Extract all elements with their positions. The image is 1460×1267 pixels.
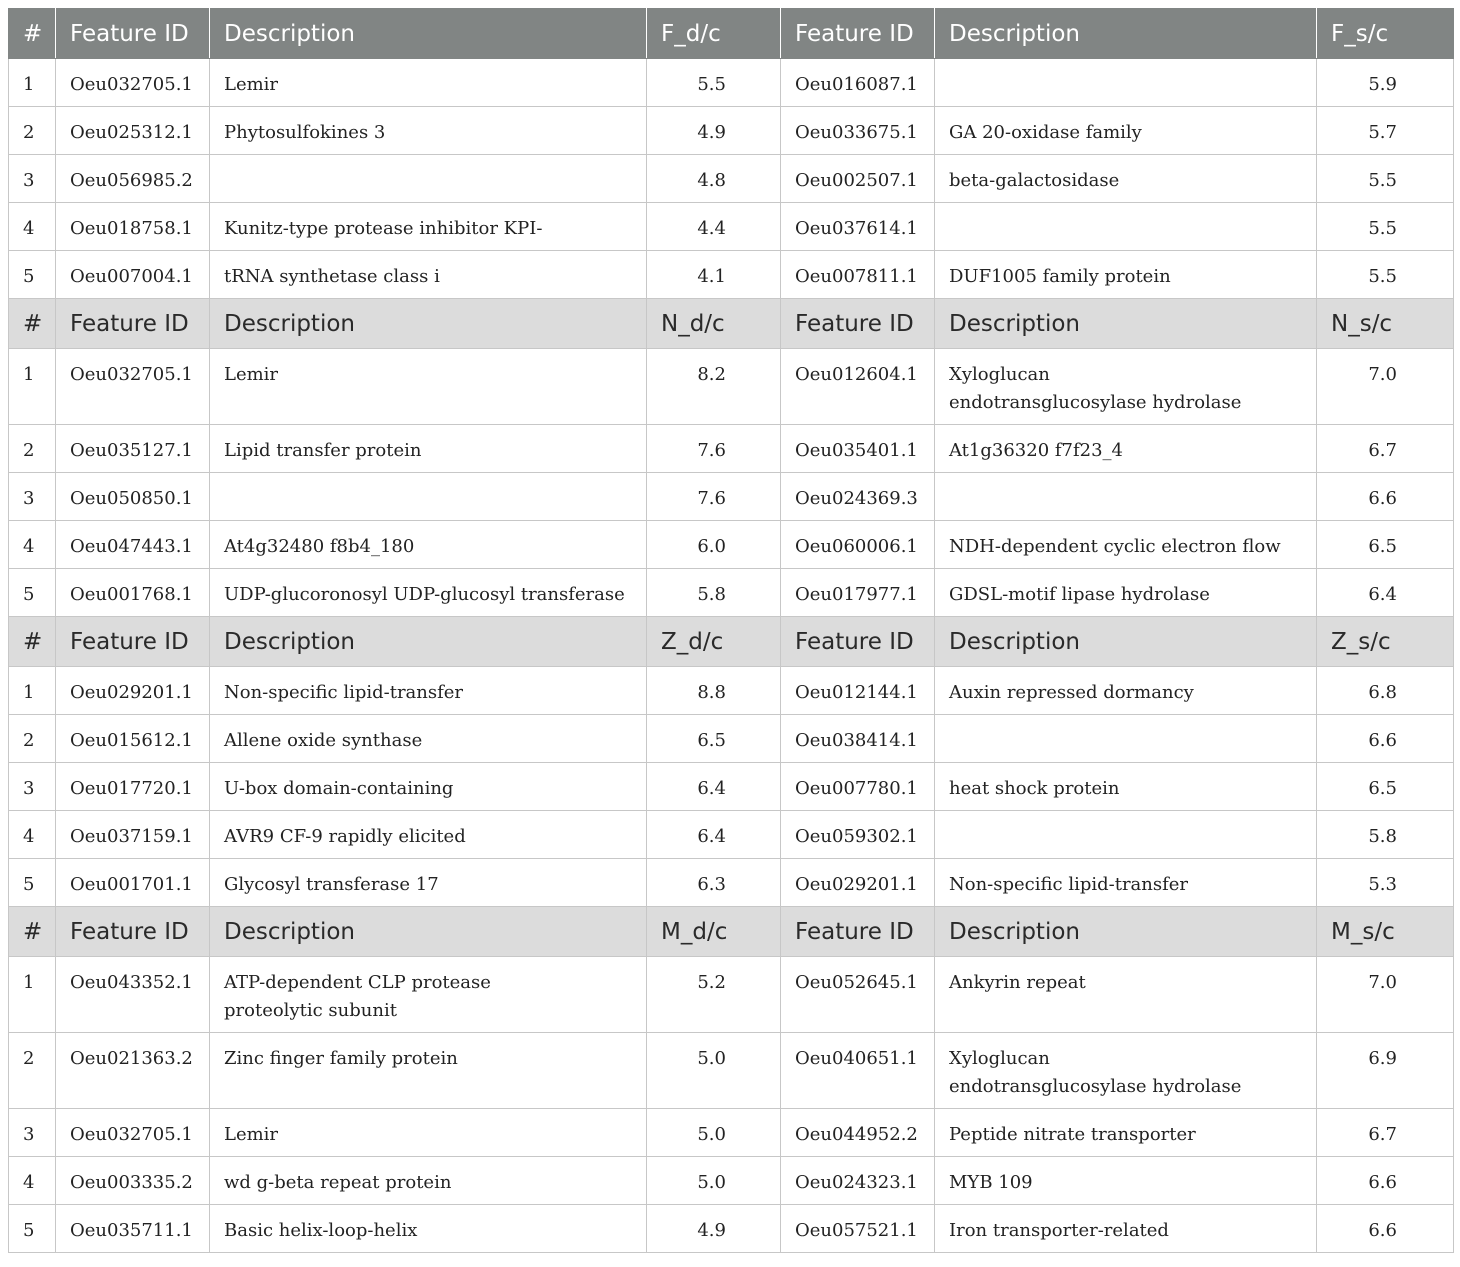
- description: Peptide nitrate transporter: [935, 1109, 1317, 1157]
- value: 5.2: [647, 957, 781, 1033]
- table-row: [9, 425, 1454, 473]
- rank: 2: [9, 715, 56, 763]
- table-row: [9, 715, 1454, 763]
- col-header-feature-id: Feature ID: [56, 299, 210, 349]
- description-line: ATP-dependent CLP protease: [224, 972, 491, 993]
- description: [935, 59, 1317, 107]
- description: MYB 109: [935, 1157, 1317, 1205]
- feature-id: Oeu037614.1: [781, 203, 935, 251]
- description: Iron transporter-related: [935, 1205, 1317, 1253]
- feature-id: Oeu047443.1: [56, 521, 210, 569]
- value: 7.0: [1317, 349, 1454, 425]
- feature-id: Oeu037159.1: [56, 811, 210, 859]
- feature-id: Oeu021363.2: [56, 1033, 210, 1109]
- value: 4.9: [647, 107, 781, 155]
- description: [935, 473, 1317, 521]
- description: [935, 1033, 1317, 1109]
- value: 7.6: [647, 473, 781, 521]
- value: 5.7: [1317, 107, 1454, 155]
- value: 6.7: [1317, 1109, 1454, 1157]
- table-row: [9, 1033, 1454, 1109]
- rank: 3: [9, 763, 56, 811]
- table-row: [9, 107, 1454, 155]
- description-line: Xyloglucan: [949, 1048, 1050, 1069]
- description: Phytosulfokines 3: [210, 107, 647, 155]
- feature-id: Oeu035401.1: [781, 425, 935, 473]
- table-row: [9, 957, 1454, 1033]
- header-row-z: [9, 617, 1454, 667]
- rank: 4: [9, 203, 56, 251]
- col-header-description: Description: [935, 907, 1317, 957]
- value: 5.3: [1317, 859, 1454, 907]
- feature-id: Oeu003335.2: [56, 1157, 210, 1205]
- value: 6.5: [1317, 521, 1454, 569]
- value: 6.3: [647, 859, 781, 907]
- value: 6.6: [1317, 1157, 1454, 1205]
- col-header-feature-id: Feature ID: [56, 9, 210, 59]
- feature-id: Oeu007811.1: [781, 251, 935, 299]
- value: 6.4: [1317, 569, 1454, 617]
- description: [935, 203, 1317, 251]
- table-row: [9, 667, 1454, 715]
- description: Non-specific lipid-transfer: [210, 667, 647, 715]
- value: 5.8: [647, 569, 781, 617]
- description: [210, 473, 647, 521]
- value: 7.0: [1317, 957, 1454, 1033]
- col-header-value: N_s/c: [1317, 299, 1454, 349]
- feature-id: Oeu029201.1: [781, 859, 935, 907]
- description: wd g-beta repeat protein: [210, 1157, 647, 1205]
- feature-id: Oeu052645.1: [781, 957, 935, 1033]
- rank: 5: [9, 1205, 56, 1253]
- value: 4.1: [647, 251, 781, 299]
- rank: 1: [9, 59, 56, 107]
- feature-id: Oeu038414.1: [781, 715, 935, 763]
- value: 8.2: [647, 349, 781, 425]
- rank: 3: [9, 473, 56, 521]
- feature-id: Oeu057521.1: [781, 1205, 935, 1253]
- rank: 1: [9, 667, 56, 715]
- rank: 1: [9, 349, 56, 425]
- feature-id: Oeu012144.1: [781, 667, 935, 715]
- col-header-description: Description: [935, 9, 1317, 59]
- col-header-value: M_s/c: [1317, 907, 1454, 957]
- description: beta-galactosidase: [935, 155, 1317, 203]
- description: tRNA synthetase class i: [210, 251, 647, 299]
- description: U-box domain-containing: [210, 763, 647, 811]
- feature-id: Oeu050850.1: [56, 473, 210, 521]
- feature-id: Oeu056985.2: [56, 155, 210, 203]
- description: [210, 155, 647, 203]
- rank: 3: [9, 155, 56, 203]
- col-header-value: F_d/c: [647, 9, 781, 59]
- value: 5.0: [647, 1157, 781, 1205]
- value: 6.0: [647, 521, 781, 569]
- feature-id: Oeu001768.1: [56, 569, 210, 617]
- feature-id: Oeu001701.1: [56, 859, 210, 907]
- feature-id: Oeu017720.1: [56, 763, 210, 811]
- rank: 2: [9, 425, 56, 473]
- rank: 4: [9, 1157, 56, 1205]
- description-line: endotransglucosylase hydrolase: [949, 1076, 1242, 1097]
- col-header-description: Description: [210, 907, 647, 957]
- value: 6.6: [1317, 1205, 1454, 1253]
- description: NDH-dependent cyclic electron flow: [935, 521, 1317, 569]
- header-row-n: [9, 299, 1454, 349]
- description: Glycosyl transferase 17: [210, 859, 647, 907]
- description: Lemir: [210, 59, 647, 107]
- col-header-value: Z_s/c: [1317, 617, 1454, 667]
- value: 6.7: [1317, 425, 1454, 473]
- value: 5.5: [1317, 203, 1454, 251]
- col-header-num: #: [9, 9, 56, 59]
- col-header-value: F_s/c: [1317, 9, 1454, 59]
- rank: 4: [9, 811, 56, 859]
- feature-id: Oeu032705.1: [56, 59, 210, 107]
- feature-id: Oeu060006.1: [781, 521, 935, 569]
- feature-table: [8, 8, 1454, 1253]
- col-header-feature-id: Feature ID: [56, 907, 210, 957]
- rank: 3: [9, 1109, 56, 1157]
- description: [935, 715, 1317, 763]
- value: 6.4: [647, 763, 781, 811]
- description: GDSL-motif lipase hydrolase: [935, 569, 1317, 617]
- rank: 4: [9, 521, 56, 569]
- feature-id: Oeu043352.1: [56, 957, 210, 1033]
- feature-id: Oeu044952.2: [781, 1109, 935, 1157]
- rank: 5: [9, 569, 56, 617]
- value: 6.5: [1317, 763, 1454, 811]
- rank: 2: [9, 107, 56, 155]
- table-row: [9, 859, 1454, 907]
- col-header-value: M_d/c: [647, 907, 781, 957]
- value: 4.4: [647, 203, 781, 251]
- description: At1g36320 f7f23_4: [935, 425, 1317, 473]
- description: Non-specific lipid-transfer: [935, 859, 1317, 907]
- col-header-feature-id: Feature ID: [781, 299, 935, 349]
- feature-id: Oeu018758.1: [56, 203, 210, 251]
- description: [210, 957, 647, 1033]
- col-header-feature-id: Feature ID: [781, 907, 935, 957]
- feature-id: Oeu002507.1: [781, 155, 935, 203]
- value: 5.5: [1317, 251, 1454, 299]
- rank: 1: [9, 957, 56, 1033]
- description-line: endotransglucosylase hydrolase: [949, 392, 1242, 413]
- col-header-description: Description: [210, 299, 647, 349]
- col-header-feature-id: Feature ID: [56, 617, 210, 667]
- description: At4g32480 f8b4_180: [210, 521, 647, 569]
- col-header-description: Description: [210, 9, 647, 59]
- description: Lipid transfer protein: [210, 425, 647, 473]
- description: UDP-glucoronosyl UDP-glucosyl transferase: [210, 569, 647, 617]
- description: [935, 349, 1317, 425]
- feature-id: Oeu040651.1: [781, 1033, 935, 1109]
- table-row: [9, 521, 1454, 569]
- rank: 5: [9, 859, 56, 907]
- table-row: [9, 203, 1454, 251]
- value: 6.8: [1317, 667, 1454, 715]
- description: DUF1005 family protein: [935, 251, 1317, 299]
- description: Ankyrin repeat: [935, 957, 1317, 1033]
- feature-id: Oeu059302.1: [781, 811, 935, 859]
- table-row: [9, 349, 1454, 425]
- rank: 2: [9, 1033, 56, 1109]
- col-header-value: N_d/c: [647, 299, 781, 349]
- value: 5.0: [647, 1033, 781, 1109]
- table-row: [9, 1205, 1454, 1253]
- value: 5.5: [647, 59, 781, 107]
- col-header-description: Description: [210, 617, 647, 667]
- table-row: [9, 473, 1454, 521]
- feature-id: Oeu035711.1: [56, 1205, 210, 1253]
- feature-id: Oeu035127.1: [56, 425, 210, 473]
- value: 6.4: [647, 811, 781, 859]
- description: GA 20-oxidase family: [935, 107, 1317, 155]
- value: 6.6: [1317, 473, 1454, 521]
- description: [935, 811, 1317, 859]
- feature-id: Oeu012604.1: [781, 349, 935, 425]
- value: 6.9: [1317, 1033, 1454, 1109]
- col-header-feature-id: Feature ID: [781, 9, 935, 59]
- feature-id: Oeu015612.1: [56, 715, 210, 763]
- table-row: [9, 1157, 1454, 1205]
- feature-id: Oeu029201.1: [56, 667, 210, 715]
- table-row: [9, 251, 1454, 299]
- table-row: [9, 569, 1454, 617]
- header-row-f: [9, 9, 1454, 59]
- table-row: [9, 155, 1454, 203]
- value: 5.5: [1317, 155, 1454, 203]
- feature-id: Oeu033675.1: [781, 107, 935, 155]
- feature-id: Oeu032705.1: [56, 349, 210, 425]
- table-row: [9, 763, 1454, 811]
- col-header-num: #: [9, 617, 56, 667]
- table-row: [9, 59, 1454, 107]
- feature-id: Oeu017977.1: [781, 569, 935, 617]
- feature-id: Oeu025312.1: [56, 107, 210, 155]
- col-header-description: Description: [935, 299, 1317, 349]
- col-header-value: Z_d/c: [647, 617, 781, 667]
- feature-id: Oeu007780.1: [781, 763, 935, 811]
- description: Lemir: [210, 349, 647, 425]
- value: 5.0: [647, 1109, 781, 1157]
- value: 4.9: [647, 1205, 781, 1253]
- value: 5.9: [1317, 59, 1454, 107]
- description: Lemir: [210, 1109, 647, 1157]
- description: Zinc finger family protein: [210, 1033, 647, 1109]
- description: heat shock protein: [935, 763, 1317, 811]
- feature-id: Oeu032705.1: [56, 1109, 210, 1157]
- description: Auxin repressed dormancy: [935, 667, 1317, 715]
- value: 8.8: [647, 667, 781, 715]
- table-row: [9, 1109, 1454, 1157]
- value: 7.6: [647, 425, 781, 473]
- description: AVR9 CF-9 rapidly elicited: [210, 811, 647, 859]
- value: 6.6: [1317, 715, 1454, 763]
- description: Allene oxide synthase: [210, 715, 647, 763]
- col-header-feature-id: Feature ID: [781, 617, 935, 667]
- value: 4.8: [647, 155, 781, 203]
- rank: 5: [9, 251, 56, 299]
- col-header-num: #: [9, 907, 56, 957]
- description: Basic helix-loop-helix: [210, 1205, 647, 1253]
- description-line: Xyloglucan: [949, 364, 1050, 385]
- feature-id: Oeu016087.1: [781, 59, 935, 107]
- header-row-m: [9, 907, 1454, 957]
- col-header-num: #: [9, 299, 56, 349]
- feature-id: Oeu007004.1: [56, 251, 210, 299]
- description: Kunitz-type protease inhibitor KPI-: [210, 203, 647, 251]
- value: 5.8: [1317, 811, 1454, 859]
- col-header-description: Description: [935, 617, 1317, 667]
- description-line: proteolytic subunit: [224, 1000, 397, 1021]
- value: 6.5: [647, 715, 781, 763]
- feature-id: Oeu024369.3: [781, 473, 935, 521]
- table-row: [9, 811, 1454, 859]
- feature-id: Oeu024323.1: [781, 1157, 935, 1205]
